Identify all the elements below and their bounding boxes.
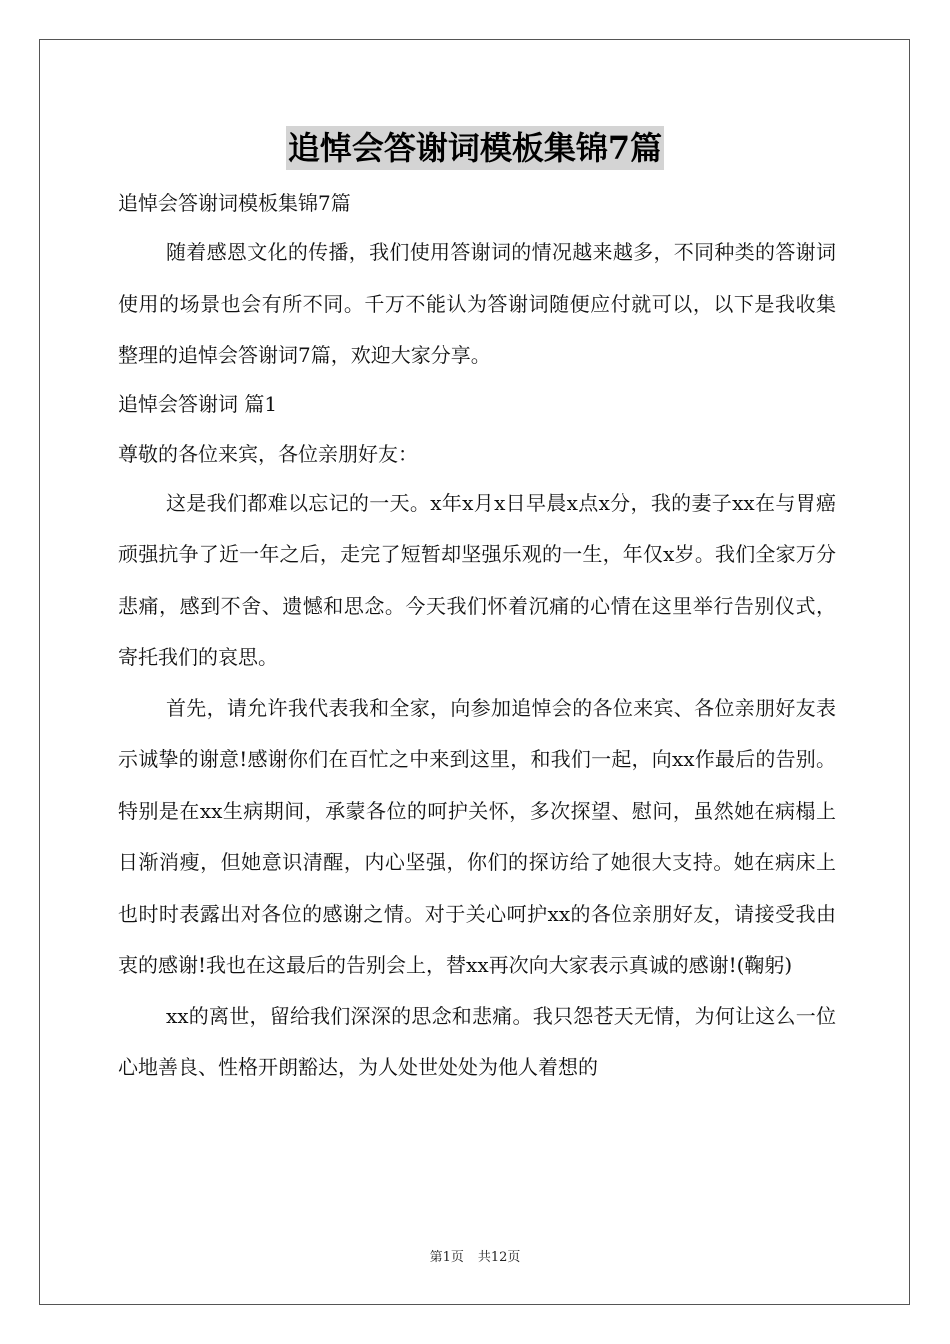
document-body (118, 178, 836, 1094)
salutation: 尊敬的各位来宾，各位亲朋好友： (118, 441, 418, 466)
title-container (0, 126, 950, 170)
body-paragraph: xx的离世，留给我们深深的思念和悲痛。我只怨苍天无情，为何让这么一位心地善良、性格开朗豁达，为人处世处处为他人着想的 (118, 1003, 836, 1079)
intro-paragraph: 随着感恩文化的传播，我们使用答谢词的情况越来越多，不同种类的答谢词使用的场景也会有所不同。千万不能认为答谢词随便应付就可以，以下是我收集整理的追悼会答谢词7篇，欢迎大家分享。 (118, 240, 836, 367)
page-number: 第1页 (429, 1250, 464, 1265)
section-heading: 追悼会答谢词 篇1 (118, 391, 278, 416)
total-pages: 共12页 (477, 1250, 521, 1265)
body-paragraph: 这是我们都难以忘记的一天。x年x月x日早晨x点x分，我的妻子xx在与胃癌顽强抗争了近一年之后，走完了短暂却坚强乐观的一生，年仅x岁。我们全家万分悲痛，感到不舍、遗憾和思念。今天我们怀着沉痛的心情在这里举行告别仪式，寄托我们的哀思。 (118, 490, 836, 669)
page-footer (0, 1246, 950, 1265)
document-title: 追悼会答谢词模板集锦7篇 (286, 126, 664, 170)
body-paragraph: 首先，请允许我代表我和全家，向参加追悼会的各位来宾、各位亲朋好友表示诚挚的谢意!感谢你们在百忙之中来到这里，和我们一起，向xx作最后的告别。特别是在xx生病期间，承蒙各位的呵护关怀，多次探望、慰问，虽然她在病榻上日渐消瘦，但她意识清醒，内心坚强，你们的探访给了她很大支持。她在病床上也时时表露出对各位的感谢之情。对于关心呵护xx的各位亲朋好友，请接受我由衷的感谢!我也在这最后的告别会上，替xx再次向大家表示真诚的感谢!(鞠躬) (118, 695, 836, 977)
subtitle-line: 追悼会答谢词模板集锦7篇 (118, 191, 351, 215)
